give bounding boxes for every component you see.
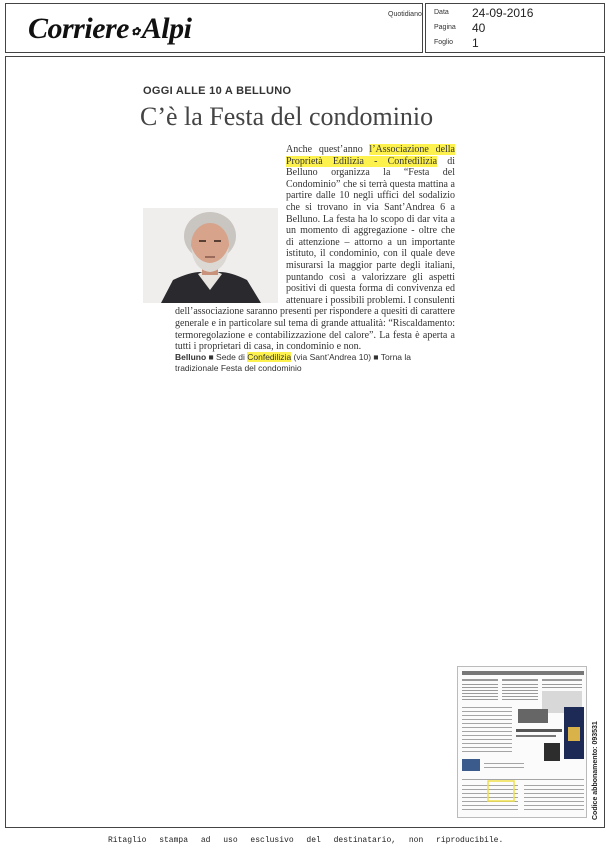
subscription-code-value: 093531	[592, 721, 599, 745]
body-rest: di Belluno organizza la “Festa del Condominio” che si terrà questa mattina a partire dalle 10 negli uffici del sodalizio che si trovano in via Sant’Andrea 6 a Belluno. La festa ha lo scopo di dar vita a un momento di aggregazione - oltre che di attenzione – attorno a un importante istituto, il condominio, con il quale deve misurarsi la maggior parte degli italiani, puntando così a valorizzare gli aspetti positivi di questa forma di convivenza ed attenuare i possibili problemi. I consulenti dell’associazione saranno presenti per rispondere a quesiti di carattere generale e in particolare sul tema di grande attualità: “Riscaldamento: termoregolazione e contabilizzazione del calore”. La festa è aperta a tutti i proprietari di casa, in condominio e non.	[175, 155, 456, 353]
logo-separator-icon: ✿	[131, 25, 140, 38]
logo-word-alpi: Alpi	[141, 12, 192, 45]
meta-box	[425, 3, 605, 53]
caption-part-3: Torna la tradizionale Festa del condominio	[175, 352, 411, 373]
portrait-photo	[143, 208, 278, 303]
body-intro: Anche quest’anno	[286, 144, 370, 155]
article-kicker: OGGI ALLE 10 A BELLUNO	[143, 85, 292, 97]
portrait-image	[143, 208, 278, 303]
caption-location: Belluno	[175, 352, 207, 362]
page-label: Pagina	[434, 24, 456, 31]
date-label: Data	[434, 9, 449, 16]
subscription-code	[592, 721, 599, 820]
caption-part-1: Sede di	[213, 352, 248, 362]
logo-word-corriere: Corriere	[28, 12, 129, 45]
caption-highlight: Confedilizia	[247, 352, 292, 362]
date-value: 24-09-2016	[472, 6, 534, 20]
article-title: C’è la Festa del condominio	[140, 102, 434, 131]
highlighted-association-name: l’Associazione della Proprietà Edilizia - Confedilizia	[286, 144, 455, 167]
publication-type: Quotidiano	[388, 11, 422, 18]
masthead-box	[5, 3, 423, 53]
sheet-value: 1	[472, 36, 479, 50]
newspaper-logo	[28, 12, 191, 46]
page-value: 40	[472, 21, 486, 35]
sheet-label: Foglio	[434, 39, 454, 46]
footer-notice: Ritaglio stampa ad uso esclusivo del destinatario, non riproducibile.	[108, 836, 504, 845]
caption-bullet-icon-2: ■	[373, 352, 379, 362]
caption-bullet-icon: ■	[206, 352, 214, 362]
caption-part-2: (via Sant’Andrea 10)	[291, 352, 374, 362]
photo-caption	[175, 352, 455, 374]
article-body	[175, 144, 455, 353]
page-thumbnail	[457, 666, 587, 818]
thumbnail-image	[458, 667, 587, 818]
subscription-code-label: Codice abbonamento:	[592, 746, 599, 820]
